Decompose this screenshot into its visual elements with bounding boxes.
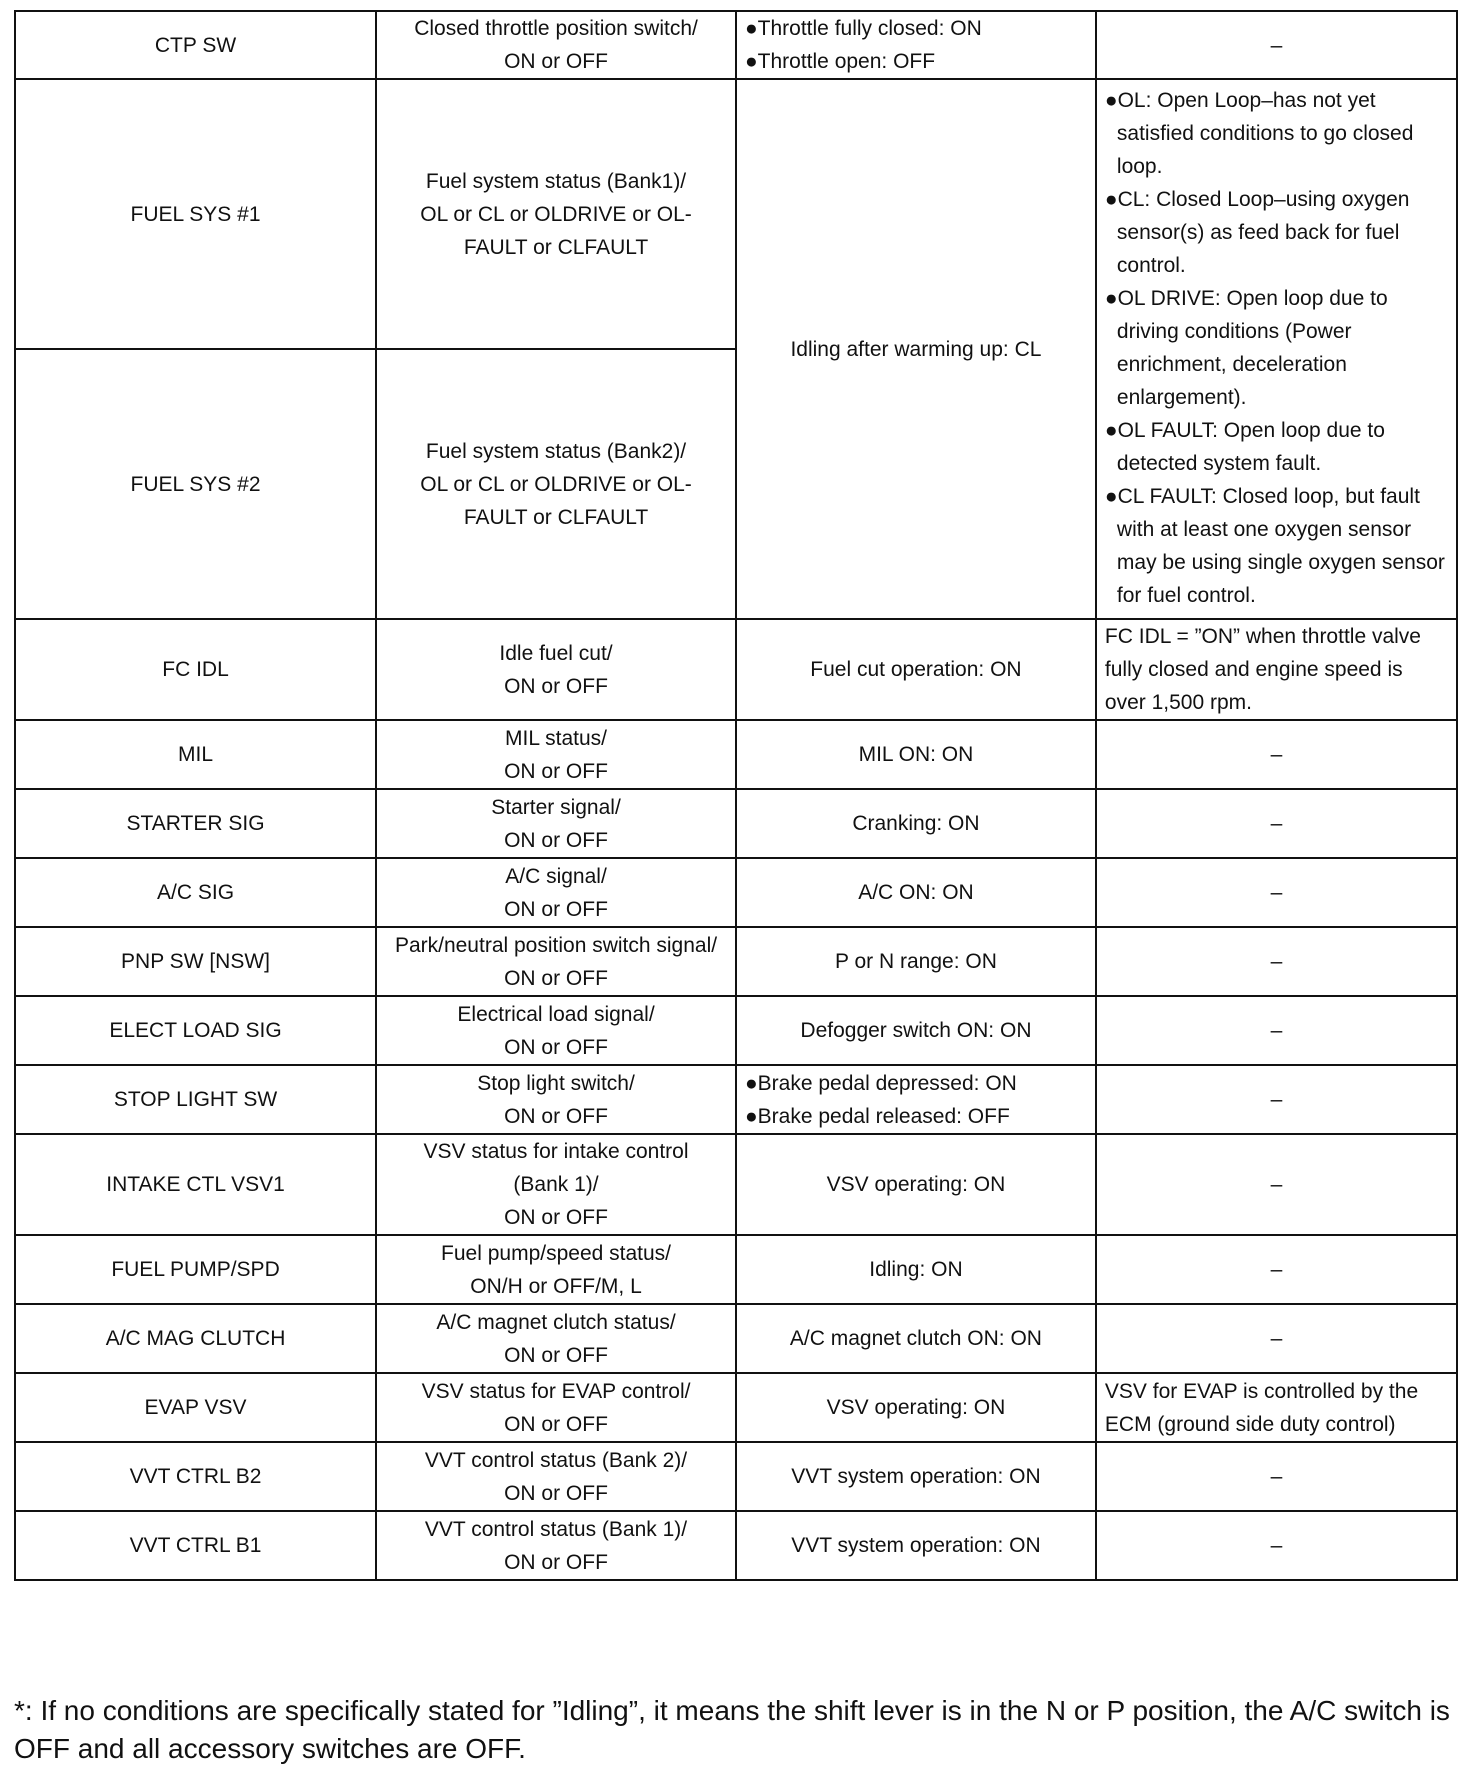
diagnostic-note-cell — [1096, 79, 1457, 619]
table-row — [15, 996, 1457, 1065]
measurement-cell: Park/neutral position switch signal/ ON or OFF — [376, 927, 736, 996]
table-row — [15, 1511, 1457, 1580]
item-cell: MIL — [15, 720, 376, 789]
normal-condition-cell: Idling: ON — [736, 1235, 1096, 1304]
measurement-cell: Fuel system status (Bank2)/ OL or CL or OLDRIVE or OL- FAULT or CLFAULT — [376, 349, 736, 619]
diagnostic-note-cell: – — [1096, 858, 1457, 927]
item-cell: CTP SW — [15, 11, 376, 79]
table-row — [15, 858, 1457, 927]
diagnostic-note-cell: – — [1096, 1134, 1457, 1235]
table-row — [15, 789, 1457, 858]
diagnostic-note-cell: – — [1096, 1304, 1457, 1373]
diagnostic-note-cell: – — [1096, 720, 1457, 789]
table-row — [15, 11, 1457, 79]
diagnostic-note-cell: – — [1096, 996, 1457, 1065]
table-row — [15, 619, 1457, 720]
item-cell: STOP LIGHT SW — [15, 1065, 376, 1134]
diagnostic-data-table — [14, 10, 1458, 1581]
item-cell: ELECT LOAD SIG — [15, 996, 376, 1065]
diagnostic-note-cell: – — [1096, 927, 1457, 996]
table-row — [15, 720, 1457, 789]
table-row — [15, 927, 1457, 996]
diagnostic-note-cell: – — [1096, 1511, 1457, 1580]
normal-condition-cell: A/C ON: ON — [736, 858, 1096, 927]
normal-condition-cell: Fuel cut operation: ON — [736, 619, 1096, 720]
measurement-cell: A/C magnet clutch status/ ON or OFF — [376, 1304, 736, 1373]
item-cell: FC IDL — [15, 619, 376, 720]
table-row — [15, 1134, 1457, 1235]
diagnostic-note-cell: – — [1096, 1065, 1457, 1134]
measurement-cell: Idle fuel cut/ ON or OFF — [376, 619, 736, 720]
table-row — [15, 1373, 1457, 1442]
normal-condition-cell: ●Brake pedal depressed: ON ●Brake pedal released: OFF — [736, 1065, 1096, 1134]
fuel-status-definition: ●OL FAULT: Open loop due to detected system fault. — [1104, 419, 1385, 475]
table-row — [15, 79, 1457, 349]
measurement-cell: A/C signal/ ON or OFF — [376, 858, 736, 927]
table-row — [15, 1065, 1457, 1134]
table-row — [15, 1304, 1457, 1373]
diagnostic-note-cell: VSV for EVAP is controlled by the ECM (ground side duty control) — [1096, 1373, 1457, 1442]
diagnostic-note-cell: FC IDL = ”ON” when throttle valve fully closed and engine speed is over 1,500 rpm. — [1096, 619, 1457, 720]
normal-condition-cell: VVT system operation: ON — [736, 1511, 1096, 1580]
measurement-cell: Stop light switch/ ON or OFF — [376, 1065, 736, 1134]
normal-condition-cell: Defogger switch ON: ON — [736, 996, 1096, 1065]
normal-condition-cell: P or N range: ON — [736, 927, 1096, 996]
item-cell: A/C MAG CLUTCH — [15, 1304, 376, 1373]
normal-condition-cell: VSV operating: ON — [736, 1373, 1096, 1442]
item-cell: A/C SIG — [15, 858, 376, 927]
item-cell: STARTER SIG — [15, 789, 376, 858]
diagnostic-note-cell: – — [1096, 789, 1457, 858]
item-cell: FUEL PUMP/SPD — [15, 1235, 376, 1304]
item-cell: EVAP VSV — [15, 1373, 376, 1442]
fuel-status-definition: ●OL DRIVE: Open loop due to driving conditions (Power enrichment, deceleration enlargement). — [1104, 287, 1388, 409]
diagnostic-note-cell: – — [1096, 11, 1457, 79]
normal-condition-cell: MIL ON: ON — [736, 720, 1096, 789]
normal-condition-cell: ●Throttle fully closed: ON ●Throttle open: OFF — [736, 11, 1096, 79]
measurement-cell: VSV status for EVAP control/ ON or OFF — [376, 1373, 736, 1442]
measurement-cell: Fuel system status (Bank1)/ OL or CL or OLDRIVE or OL- FAULT or CLFAULT — [376, 79, 736, 349]
measurement-cell: MIL status/ ON or OFF — [376, 720, 736, 789]
measurement-cell: Closed throttle position switch/ ON or OFF — [376, 11, 736, 79]
item-cell: PNP SW [NSW] — [15, 927, 376, 996]
measurement-cell: VSV status for intake control (Bank 1)/ ON or OFF — [376, 1134, 736, 1235]
normal-condition-cell: VSV operating: ON — [736, 1134, 1096, 1235]
item-cell: INTAKE CTL VSV1 — [15, 1134, 376, 1235]
table-row — [15, 1235, 1457, 1304]
idling-footnote: *: If no conditions are specifically stated for ”Idling”, it means the shift lever is in the N or P position, the A/C switch is OFF and all accessory switches are OFF. — [14, 1695, 1450, 1764]
measurement-cell: Electrical load signal/ ON or OFF — [376, 996, 736, 1065]
fuel-status-definition: ●OL: Open Loop–has not yet satisfied conditions to go closed loop. — [1104, 89, 1414, 178]
fuel-status-definition: ●CL: Closed Loop–using oxygen sensor(s) as feed back for fuel control. — [1104, 188, 1410, 277]
measurement-cell: VVT control status (Bank 1)/ ON or OFF — [376, 1511, 736, 1580]
measurement-cell: Starter signal/ ON or OFF — [376, 789, 736, 858]
table-row — [15, 1442, 1457, 1511]
measurement-cell: Fuel pump/speed status/ ON/H or OFF/M, L — [376, 1235, 736, 1304]
fuel-status-definition: ●CL FAULT: Closed loop, but fault with at least one oxygen sensor may be using single oxygen sensor for fuel control. — [1104, 485, 1445, 607]
normal-condition-cell: A/C magnet clutch ON: ON — [736, 1304, 1096, 1373]
normal-condition-cell: Idling after warming up: CL — [736, 79, 1096, 619]
item-cell: VVT CTRL B2 — [15, 1442, 376, 1511]
item-cell: FUEL SYS #1 — [15, 79, 376, 349]
measurement-cell: VVT control status (Bank 2)/ ON or OFF — [376, 1442, 736, 1511]
normal-condition-cell: Cranking: ON — [736, 789, 1096, 858]
normal-condition-cell: VVT system operation: ON — [736, 1442, 1096, 1511]
item-cell: FUEL SYS #2 — [15, 349, 376, 619]
diagnostic-note-cell: – — [1096, 1235, 1457, 1304]
diagnostic-note-cell: – — [1096, 1442, 1457, 1511]
item-cell: VVT CTRL B1 — [15, 1511, 376, 1580]
